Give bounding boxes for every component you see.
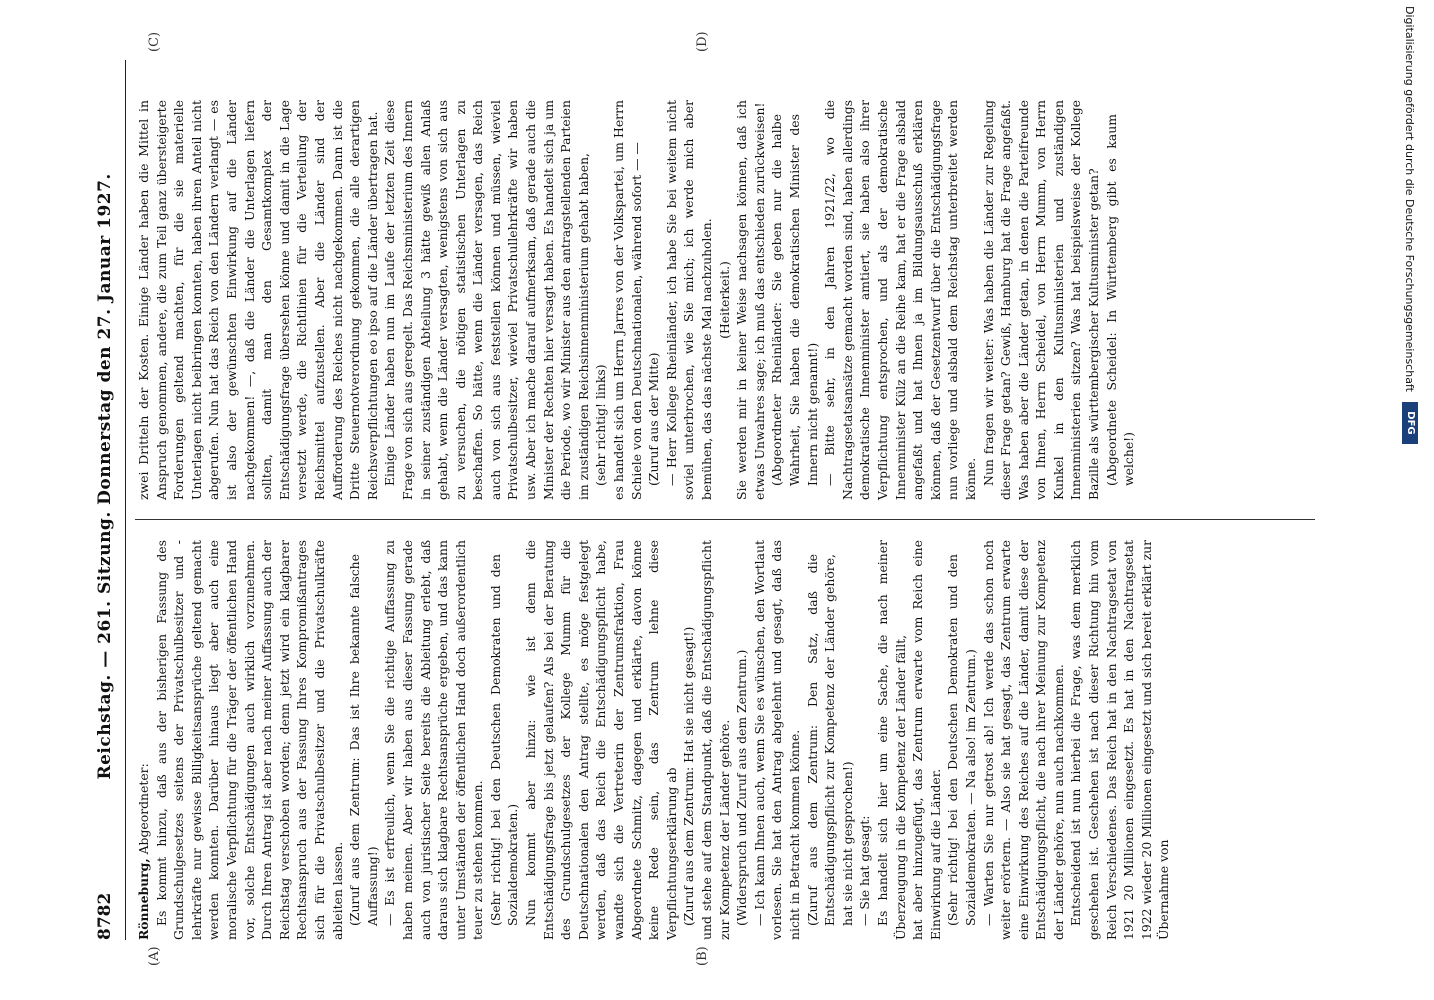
paragraph: — Es ist erfreulich, wenn Sie die richtige Auffassung zu haben meinen. Aber wir haben aus dieser Fassung gerade auch von juristischer Seite bereits die Ableitung erlebt, daß daraus sich klagbare Rechtsansprüche ergeben, und das kann unter Umständen der öffentlichen Hand doch außerordentlich teuer zu stehen kommen.	[382, 540, 486, 940]
paragraph: zwei Dritteln der Kosten. Einige Länder haben die Mittel in Anspruch genommen, andere, die zum Teil ganz übersteigerte Forderungen geltend machten, für die sie materielle Unterlagen nicht beibringen konnten, haben ihren Anteil nicht abgerufen. Nun hat das Reich von den Ländern verlangt — es ist also der gewünschten Einwirkung auf die Länder nachgekommen! —, daß die Länder die Unterlagen liefern sollten, damit man den Gesamtkomplex der Entschädigungsfrage übersehen könne und damit in die Lage versetzt werde, die Richtlinien für die Verteilung der Reichsmittel aufzustellen. Aber die Länder sind der Aufforderung des Reiches nicht nachgekommen. Dann ist die Dritte Steuernotverordnung gekommen, die alle derartigen Reichsverpflichtungen eo ipso auf die Länder übertragen hat.	[136, 100, 380, 500]
interjection: (Zuruf aus der Mitte)	[646, 352, 662, 486]
side-credit	[1404, 6, 1432, 996]
paragraph: — Bitte sehr, in den Jahren 1921/22, wo die Nachtragsetatsansätze gemacht worden sind, haben allerdings demokratische Innenminister amtiert, sie haben also ihrer Verpflichtung entsprochen, und als der demokratische Innenminister Külz an die Reihe kam, hat er die Frage alsbald angefaßt und hat Ihnen ja im Bildungsausschuß erklären können, daß der Gesetzentwurf über die Entschädigungsfrage nun vorliege und alsbald dem Reichstag unterbreitet werden könne.	[822, 100, 978, 500]
interjection: (Zuruf aus dem Zentrum: Das ist Ihre bekannte falsche Auffassung!)	[347, 554, 380, 926]
page-title: Reichstag. — 261. Sitzung. Donnerstag den 27. Januar 1927.	[95, 173, 115, 780]
paragraph: es handelt sich um Herrn Jarres von der Volkspartei, um Herrn Schiele von den Deutschnationalen, während sofort — —	[611, 100, 644, 500]
paragraph: — Sie hat gesagt:	[857, 815, 873, 926]
column-divider	[135, 519, 1315, 520]
paragraph: — Herr Kollege Rheinländer, ich habe Sie bei weitem nicht soviel unterbrochen, wie Sie mich; ich werde mich aber bemühen, das das nächste Mal nachzuholen.	[663, 100, 714, 500]
interjection: (Zuruf aus dem Zentrum: Den Satz, daß die Entschädigungspflicht zur Kompetenz der Länder gehöre, hat sie nicht gesprochen!)	[804, 554, 855, 926]
paragraph: Es handelt sich hier um eine Sache, die nach meiner Überzeugung in die Kompetenz der Länder fällt,	[874, 540, 908, 940]
paragraph: Einige Länder haben nun im Laufe der letzten Zeit diese Frage von sich aus geregelt. Das Reichsministerium des Innern in seiner zuständigen Abteilung 3 hätte gewiß allen Anlaß gehabt, wenn die Länder versagten, wenigstens von sich aus zu versuchen, die nötigen statistischen Unterlagen zu beschaffen. So hätte, wenn die Länder versagen, das Reich auch von sich aus feststellen können und müssen, wieviel Privatschulbesitzer, wieviel Privatschullehrkräfte wir haben usw. Aber ich mache darauf aufmerksam, daß gerade auch die Minister der Rechten hier versagt haben. Es handelt sich ja um die Periode, wo wir Minister aus den antragstellenden Parteien im zuständigen Reichsinnenministerium gehabt haben,	[382, 100, 591, 500]
paragraph: Entscheidend ist nun hierbei die Frage, was dem merklich geschehen ist. Geschehen ist nach dieser Richtung hin vom Reich Verschiedenes. Das Reich hat in den Nachtragsetat von 1921 20 Millionen eingesetzt. Es hat in den Nachtragsetat 1922 wieder 20 Millionen eingesetzt und sich bereit erklärt zur Übernahme von	[1068, 540, 1172, 940]
rotated-sheet	[95, 30, 1340, 970]
paragraph: Es kommt hinzu, daß aus der bisherigen Fassung des Grundschulgesetzes seitens der Privatschulbesitzer und -lehrkräfte nur gewisse Billigkeitsansprüche geltend gemacht werden konnten. Darüber hinaus liegt aber auch eine moralische Verpflichtung für die Träger der öffentlichen Hand vor, solche Entschädigungen auch wirklich vorzunehmen. Durch Ihren Antrag ist aber nach meiner Auffassung auch der Reichstag verschoben worden; denn jetzt wird ein klagbarer Rechtsanspruch aus der Fassung Ihres Kompromißantrages sich für die Privatschulbesitzer und die Privatschulkräfte ableiten lassen.	[153, 540, 345, 940]
paragraph: Nun kommt aber hinzu: wie ist denn die Entschädigungsfrage bis jetzt gelaufen? Als bei der Beratung des Grundschulgesetzes der Kollege Mumm für die Deutschnationalen den Antrag stellte, es möge festgelegt werden, daß das Reich die Entschädigungspflicht habe, wandte sich die Vertreterin der Zentrumsfraktion, Frau Abgeordnete Schmitz, dagegen und erklärte, davon könne keine Rede sein, das Zentrum lehne diese Verpflichtungserklärung ab	[523, 540, 679, 940]
margin-letter-a: (A)	[147, 946, 162, 966]
paragraph: — Ich kann Ihnen auch, wenn Sie es wünschen, den Wortlaut vorlesen. Sie hat den Antrag abgelehnt und gesagt, daß das nicht in Betracht kommen könne.	[751, 540, 802, 940]
interjection: (Sehr richtig! bei den Deutschen Demokraten und den Sozialdemokraten. — Na also! im Zentrum.)	[945, 554, 978, 926]
interjection: (Abgeordneter Rheinländer: Sie geben nur die halbe Wahrheit, Sie haben die demokratischen Minister des Innern nicht genannt!)	[769, 114, 820, 486]
interjection: (Zuruf aus dem Zentrum: Hat sie nicht gesagt!)	[681, 626, 697, 926]
interjection: (Widerspruch und Zuruf aus dem Zentrum.)	[734, 649, 750, 926]
dfg-logo: DFG	[1402, 402, 1418, 444]
speaker-line	[135, 540, 153, 940]
paragraph: hat aber hinzugefügt, das Zentrum erwarte vom Reich eine Einwirkung auf die Länder.	[910, 540, 943, 940]
margin-letter-c: (C)	[147, 31, 162, 52]
interjection: (sehr richtig! links)	[593, 364, 609, 486]
paragraph: Sie werden mir in keiner Weise nachsagen können, daß ich etwas Unwahres sage; ich muß das entschieden zurückweisen!	[734, 100, 767, 500]
speaker-name: Rönneburg,	[136, 858, 151, 940]
running-head	[95, 60, 126, 940]
paragraph: und stehe auf dem Standpunkt, daß die Entschädigungspflicht zur Kompetenz der Länder gehöre.	[699, 540, 732, 940]
paragraph: — Warten Sie nur getrost ab! Ich werde das schon noch weiter erörtern. — Also sie hat gesagt, das Zentrum erwarte eine Einwirkung des Reiches auf die Länder, damit diese der Entschädigungspflicht, die nach ihrer Meinung zur Kompetenz der Länder gehöre, nun auch nachkommen.	[980, 540, 1066, 940]
speaker-role: Abgeordneter:	[136, 763, 151, 855]
page-number: 8782	[95, 892, 115, 940]
interjection: (Abgeordnete Scheidel: In Württemberg gibt es kaum welche!)	[1103, 114, 1137, 486]
reaction-note: (Heiterkeit.)	[716, 261, 732, 339]
interjection: (Sehr richtig! bei den Deutschen Demokraten und den Sozialdemokraten.)	[487, 554, 521, 926]
paragraph: Nun fragen wir weiter: Was haben die Länder zur Regelung dieser Frage getan? Gewiß, Hamburg hat die Frage angefaßt. Was haben aber die Länder getan, in denen die Parteifreunde von Ihnen, Herrn Scheidel, von Herrn Mumm, von Herrn Kunkel in den Kultusministerien und zuständigen Innenministerien sitzen? Was hat beispielsweise der Kollege Bazille als württembergischer Kultusminister getan?	[980, 100, 1102, 500]
margin-letter-d: (D)	[695, 31, 710, 52]
credit-text: Digitalisierung gefördert durch die Deutsche Forschungsgemeinschaft	[1403, 6, 1417, 392]
left-column	[135, 540, 1173, 940]
right-column	[135, 100, 1138, 500]
margin-letter-b: (B)	[695, 946, 710, 966]
